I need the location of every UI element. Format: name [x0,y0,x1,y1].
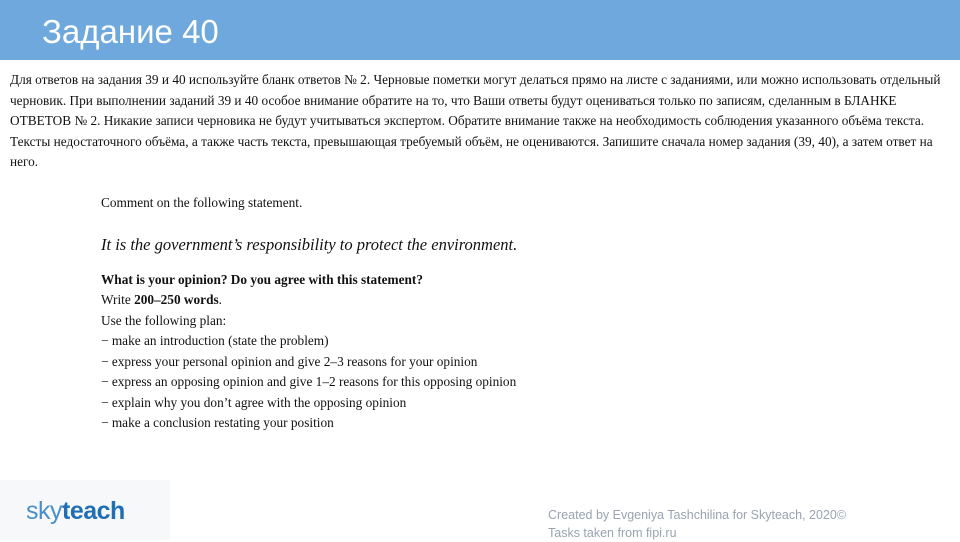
task-lead: Comment on the following statement. [101,195,303,210]
write-prefix: Write [101,292,135,307]
plan-item: − express your personal opinion and give 2–3 reasons for your opinion [101,353,478,369]
header-bar [0,0,960,60]
instructions-text: Для ответов на задания 39 и 40 используйте бланк ответов № 2. Черновые пометки могут делаться прямо на листе с заданиями, или можно использовать отдельный черновик. При выполнении заданий 39 и 40 особое внимание обратите на то, что Ваши ответы будут оцениваться только по записям, сделанным в БЛАНКЕ ОТВЕТОВ № 2. Никакие записи черновика не будут учитываться экспертом. Обратите внимание также на необходимость соблюдения указанного объёма текста. Тексты недостаточного объёма, а также часть текста, превышающая требуемый объём, не оцениваются. Запишите сначала номер задания (39, 40), а затем ответ на него. [10,72,941,169]
page-title: Задание 40 [42,13,219,50]
credit-line-author: Created by Evgeniya Tashchilina for Skyteach, 2020© [548,508,847,522]
plan-item: − express an opposing opinion and give 1–2 reasons for this opposing opinion [101,374,517,389]
write-suffix: . [218,292,222,307]
plan-item: − make a conclusion restating your position [101,415,334,430]
skyteach-logo: skyteach [26,497,125,525]
credit-line-source: Tasks taken from fipi.ru [548,526,677,540]
word-count-line [101,290,821,311]
plan-item: − explain why you don’t agree with the opposing opinion [101,394,407,410]
word-count: 200–250 words [134,292,219,307]
task-block [101,194,821,434]
task-question: What is your opinion? Do you agree with this statement? [101,272,423,287]
plan-item: − make an introduction (state the problem) [101,333,329,348]
credits [548,506,846,542]
plan-intro: Use the following plan: [101,312,227,328]
task-statement: It is the government’s responsibility to protect the environment. [101,235,518,254]
